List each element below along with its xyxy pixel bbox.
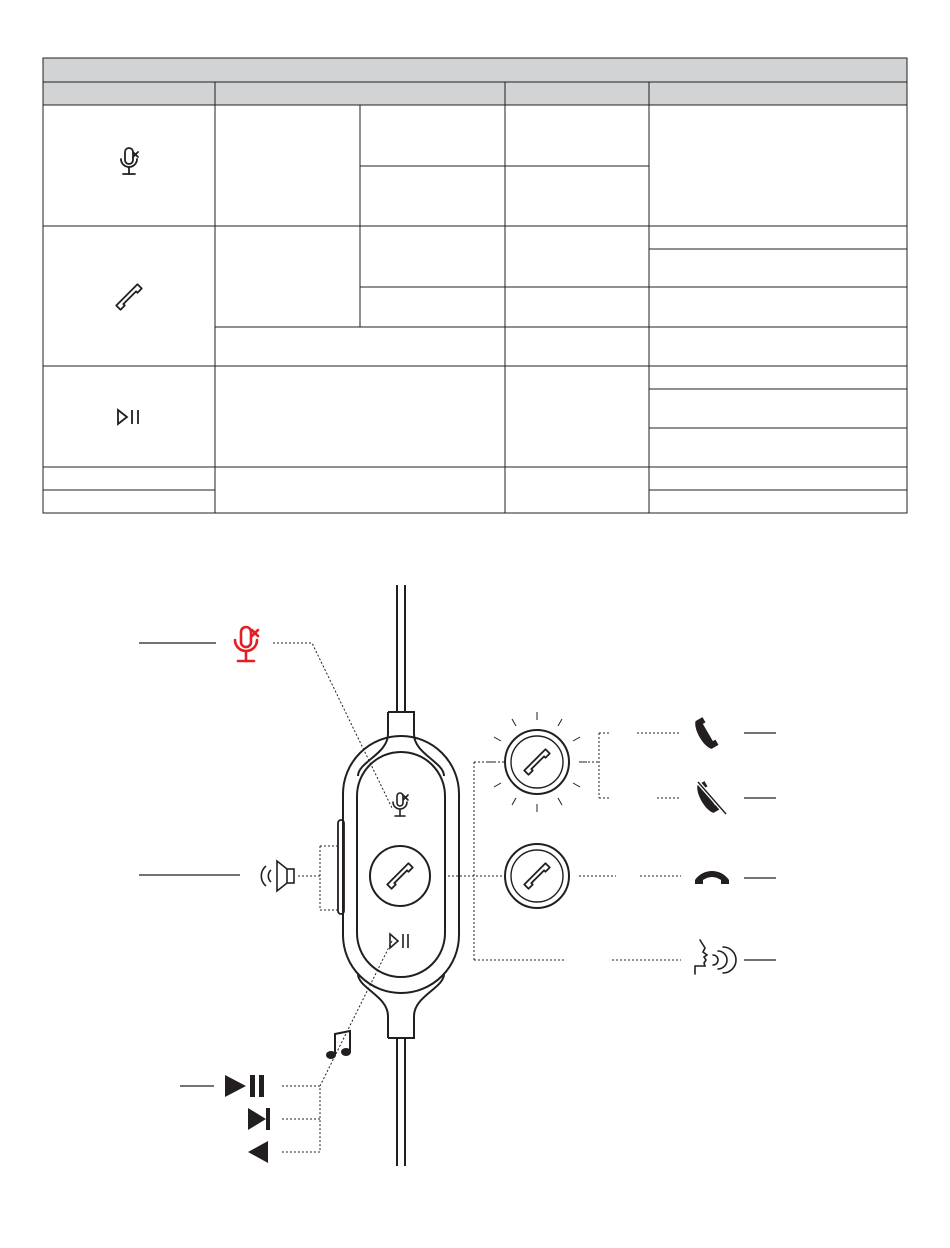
play-pause-button[interactable] bbox=[390, 934, 408, 948]
play-pause-solid-icon bbox=[225, 1075, 264, 1097]
mic-mute-icon bbox=[121, 148, 138, 174]
speaker-volume-icon bbox=[261, 861, 294, 891]
play-pause-icon bbox=[118, 410, 138, 424]
table-grid bbox=[43, 105, 907, 513]
end-call-icon bbox=[695, 871, 729, 884]
call-handset-icon bbox=[116, 284, 141, 309]
table-title-band bbox=[43, 58, 907, 82]
inline-remote-diagram bbox=[0, 575, 950, 1175]
voice-assistant-icon bbox=[695, 940, 736, 974]
media-callout bbox=[180, 941, 392, 1163]
mic-mute-button[interactable] bbox=[393, 793, 408, 816]
mic-mute-red-icon bbox=[235, 627, 258, 661]
previous-track-icon bbox=[248, 1141, 268, 1163]
call-button-steady bbox=[505, 844, 569, 908]
controls-table bbox=[0, 0, 950, 520]
volume-callout bbox=[139, 846, 338, 910]
music-note-icon bbox=[326, 1031, 351, 1059]
remote-body bbox=[343, 736, 459, 993]
call-button[interactable] bbox=[370, 846, 430, 906]
volume-rocker[interactable] bbox=[338, 820, 344, 914]
right-leaders bbox=[579, 733, 681, 960]
reject-call-icon bbox=[694, 781, 726, 815]
table-header-band bbox=[43, 82, 907, 105]
next-track-icon bbox=[248, 1108, 270, 1130]
mute-callout bbox=[139, 627, 392, 808]
incoming-call-icon bbox=[692, 717, 719, 751]
